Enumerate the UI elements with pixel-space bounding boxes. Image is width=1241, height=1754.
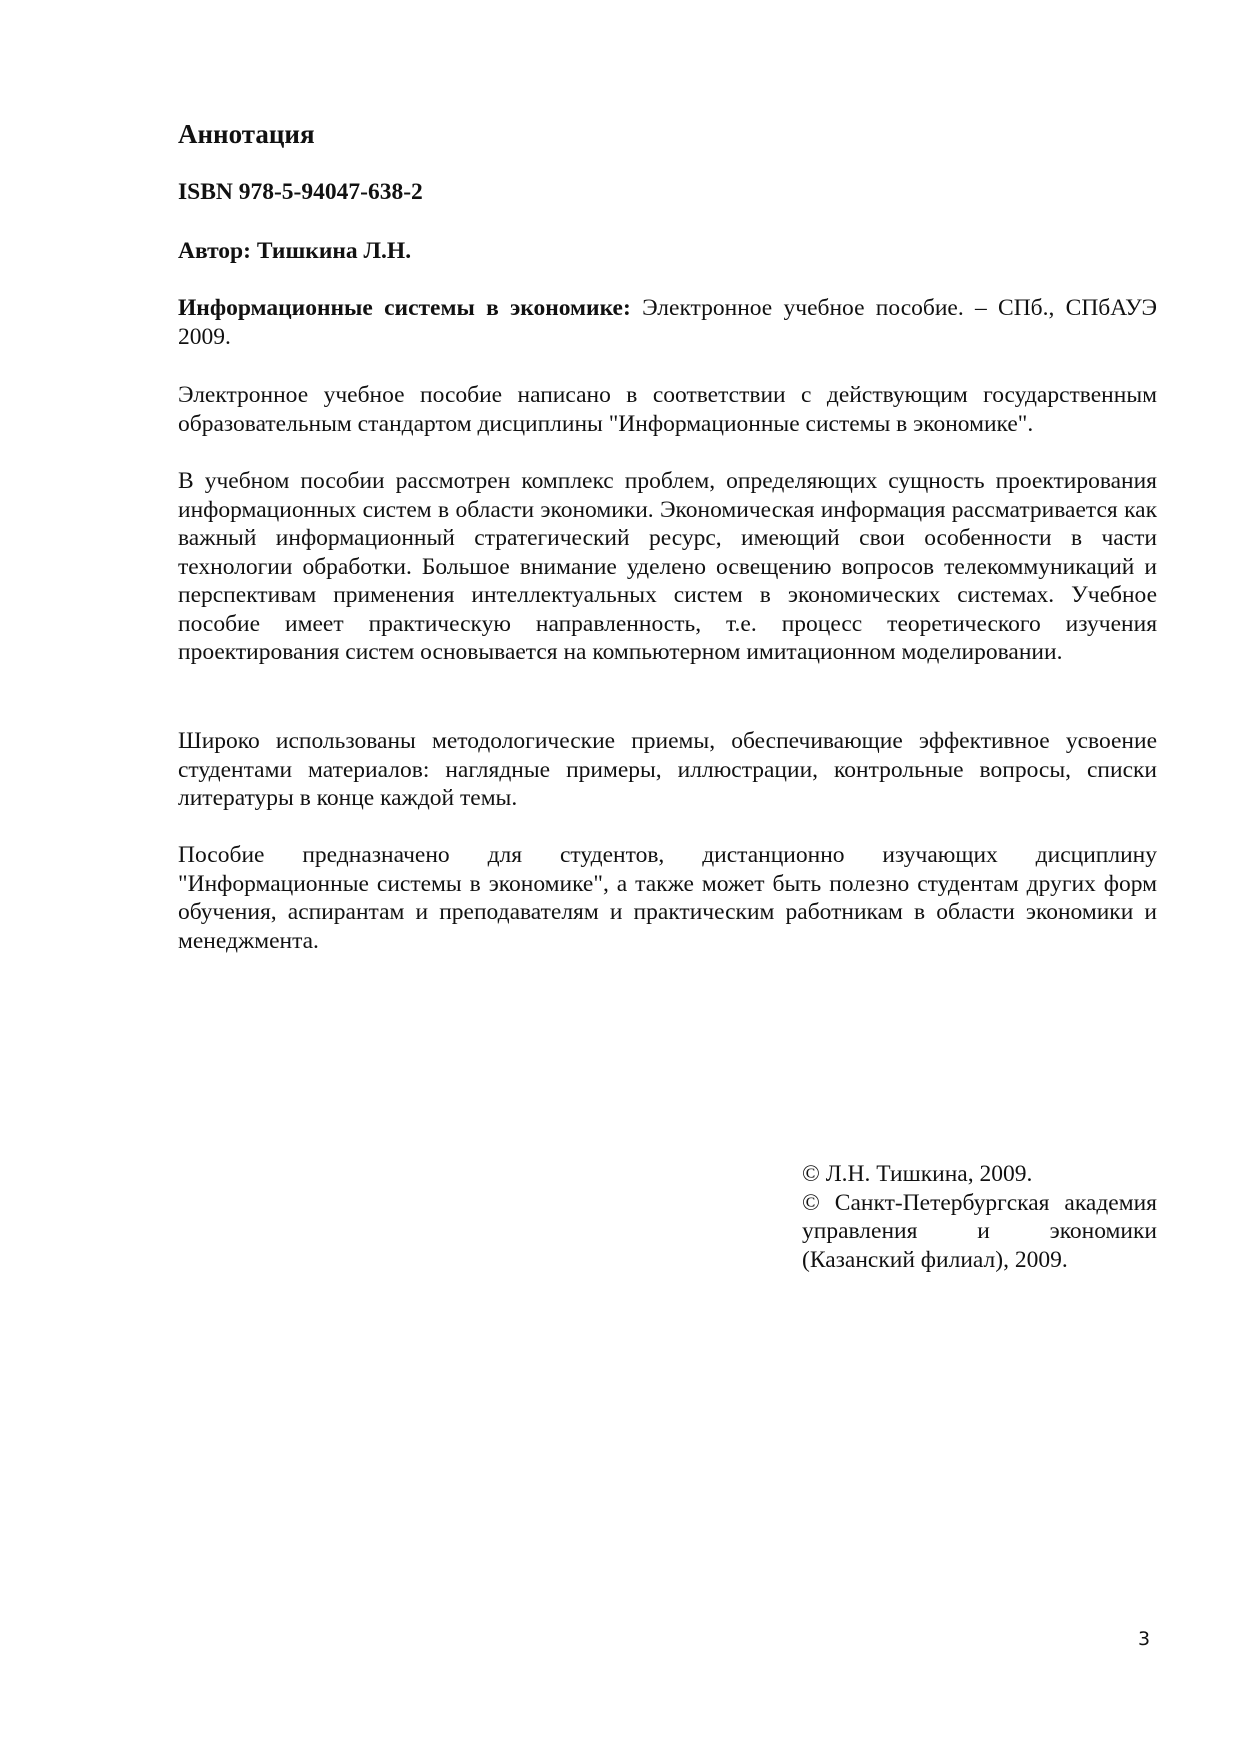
- paragraph-audience: Пособие предназначено для студентов, дистанционно изучающих дисциплину "Информационные системы в экономике", а также может быть полезно студентам других форм обучения, аспирантам и преподавателям и практическим работникам в области экономики и менеджмента.: [178, 842, 1157, 954]
- page-number: 3: [1138, 1628, 1151, 1650]
- paragraph-methods: Широко использованы методологические приемы, обеспечивающие эффективное усвоение студентами материалов: наглядные примеры, иллюстрации, контрольные вопросы, списки литературы в конце каждой темы.: [178, 728, 1157, 811]
- copyright-author: © Л.Н. Тишкина, 2009.: [802, 1161, 1033, 1187]
- author-line: Автор: Тишкина Л.Н.: [178, 238, 412, 264]
- title-paragraph: [178, 294, 1157, 351]
- paragraph-content: В учебном пособии рассмотрен комплекс проблем, определяющих сущность проектирования информационных систем в области экономики. Экономическая информация рассматривается как важный информационный стратегический ресурс, имеющий свои особенности в части технологии обработки. Большое внимание уделено освещению вопросов телекоммуникаций и перспективам применения интеллектуальных систем в экономических системах. Учебное пособие имеет практическую направленность, т.е. процесс теоретического изучения проектирования систем основывается на компьютерном имитационном моделировании.: [178, 468, 1157, 665]
- page-heading: Аннотация: [178, 119, 315, 149]
- publication-info: Электронное учебное пособие. – СПб., СПбАУЭ 2009.: [178, 295, 1157, 350]
- isbn-line: ISBN 978-5-94047-638-2: [178, 179, 423, 205]
- copyright-academy: © Санкт-Петербургская академия управления и экономики (Казанский филиал), 2009.: [802, 1189, 1157, 1273]
- book-title: Информационные системы в экономике:: [178, 295, 631, 321]
- paragraph-standard: Электронное учебное пособие написано в соответствии с действующим государственным образовательным стандартом дисциплины "Информационные системы в экономике".: [178, 382, 1157, 437]
- copyright-block: [802, 1160, 1157, 1274]
